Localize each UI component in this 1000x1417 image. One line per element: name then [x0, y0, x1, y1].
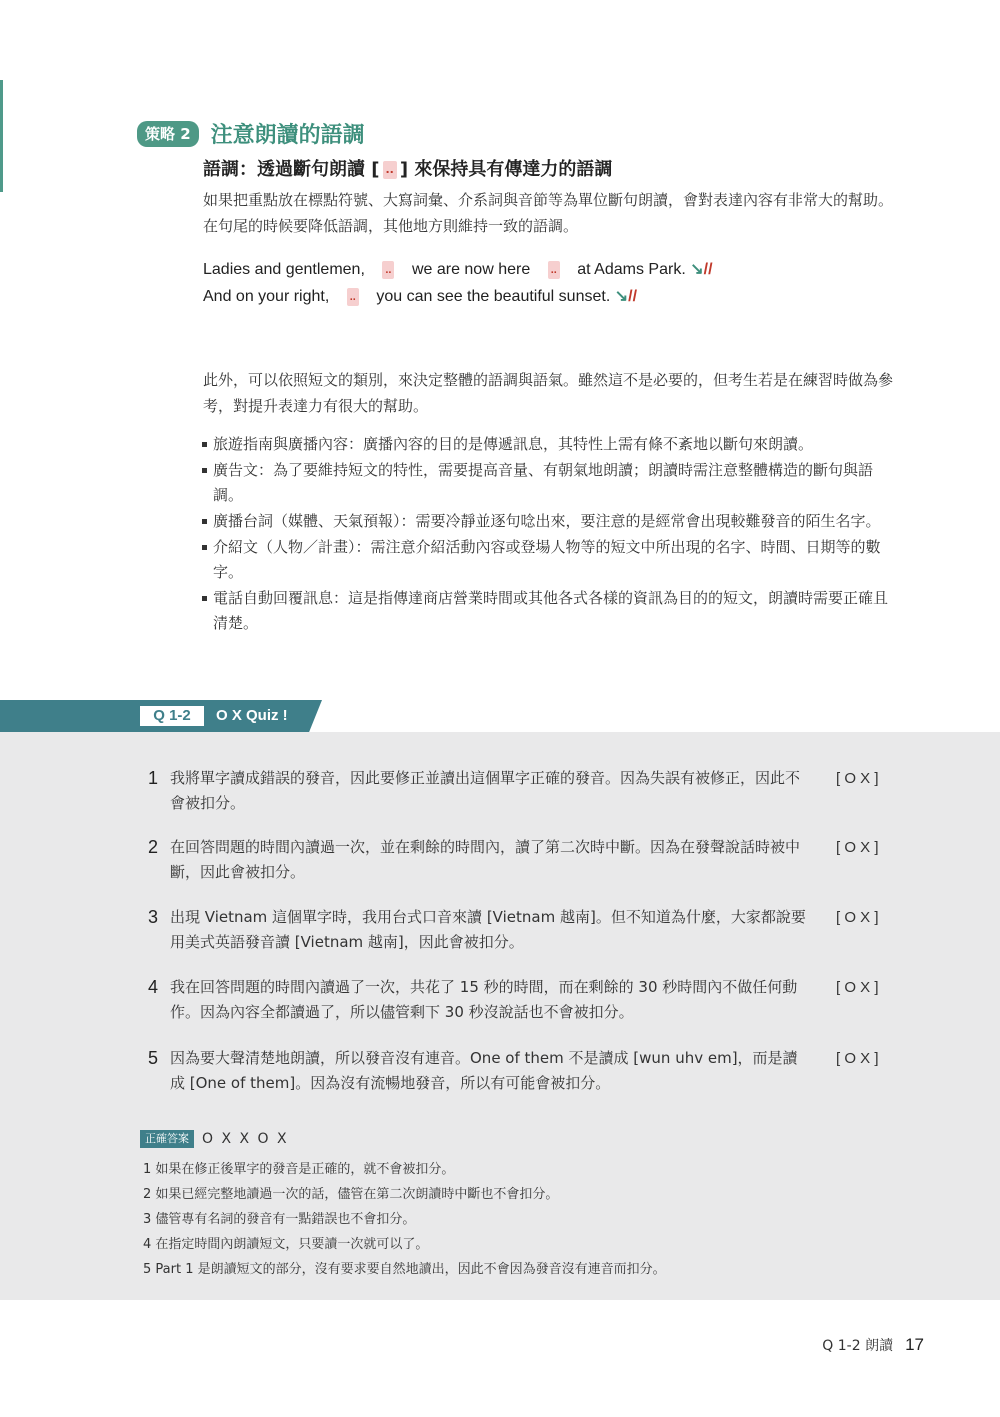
quiz-item-text: 我將單字讀成錯誤的發音，因此要修正並讀出這個單字正確的發音。因為失誤有被修正，因此不會被扣分。 — [170, 769, 801, 812]
footer-section-label: Q 1-2 朗讀 — [822, 1338, 894, 1354]
example-part: at Adams Park. — [577, 261, 686, 278]
explanation-item: 4 在指定時間內朗讀短文，只要讀一次就可以了。 — [143, 1237, 429, 1252]
quiz-item-number: 5 — [148, 1048, 159, 1068]
quiz-badge: Q 1-2 — [140, 706, 204, 726]
quiz-item-number: 2 — [148, 837, 159, 857]
example-part: Ladies and gentlemen, — [203, 261, 365, 278]
second-paragraph: 此外，可以依照短文的類別，來決定整體的語調與語氣。雖然這不是必要的，但考生若是在練習時做為參考，對提升表達力有很大的幫助。 — [203, 371, 894, 415]
strategy-title: 注意朗讀的語調 — [210, 123, 365, 148]
intro-paragraph: 如果把重點放在標點符號、大寫詞彙、介系詞與音節等為單位斷句朗讀，會對表達內容有非常大的幫助。在句尾的時候要降低語調，其他地方則維持一致的語調。 — [203, 191, 894, 235]
explanation-item: 1 如果在修正後單字的發音是正確的，就不會被扣分。 — [143, 1162, 455, 1177]
example-part: And on your right, — [203, 288, 330, 305]
ox-answer-choice[interactable]: [ O X ] — [836, 979, 879, 996]
subtitle-after: ] 來保持具有傳達力的語調 — [399, 159, 613, 180]
quiz-item-text: 在回答問題的時間內讀過一次，並在剩餘的時間內，讀了第二次時中斷。因為在發聲說話時被中斷，因此會被扣分。 — [170, 838, 801, 881]
pause-mark: .. — [382, 261, 394, 279]
quiz-item-number: 3 — [148, 907, 159, 927]
falling-intonation-icon: ↘ — [690, 261, 704, 278]
ox-answer-choice[interactable]: [ O X ] — [836, 909, 879, 926]
section-subtitle — [203, 155, 612, 181]
quiz-title: O X Quiz ! — [216, 707, 288, 724]
page-number: 17 — [905, 1335, 924, 1354]
ox-answer-choice[interactable]: [ O X ] — [836, 1050, 879, 1067]
answer-key: O X X O X — [202, 1131, 289, 1147]
bullet-item: 電話自動回覆訊息：這是指傳達商店營業時間或其他各式各樣的資訊為目的的短文，朗讀時需要正確且清楚。 — [202, 586, 902, 636]
answer-badge: 正確答案 — [140, 1130, 194, 1148]
explanation-item: 2 如果已經完整地讀過一次的話，儘管在第二次朗讀時中斷也不會扣分。 — [143, 1187, 559, 1202]
subtitle-before: 語調：透過斷句朗讀 [ — [203, 159, 380, 180]
answer-explanations — [143, 1157, 666, 1282]
pause-mark: .. — [548, 261, 560, 279]
page-footer — [822, 1335, 924, 1355]
quiz-header — [0, 700, 1000, 732]
bullet-item: 廣告文：為了要維持短文的特性，需要提高音量、有朝氣地朗讀；朗讀時需注意整體構造的斷句與語調。 — [202, 458, 902, 508]
example-sentence — [203, 286, 637, 306]
pause-mark: .. — [347, 288, 359, 306]
example-part: we are now here — [411, 261, 531, 278]
explanation-item: 5 Part 1 是朗讀短文的部分，沒有要求要自然地讀出，因此不會因為發音沒有連音而扣分。 — [143, 1262, 666, 1277]
example-sentence — [203, 259, 713, 279]
end-mark: // — [703, 261, 713, 278]
quiz-item-text: 因為要大聲清楚地朗讀，所以發音沒有連音。One of them 不是讀成 [wun uhv em]，而是讀成 [One of them]。因為沒有流暢地發音，所以有可能會被扣分。 — [170, 1049, 798, 1092]
strategy-badge: 策略 2 — [137, 121, 199, 147]
bullet-item: 廣播台詞（媒體、天氣預報）：需要冷靜並逐句唸出來，要注意的是經常會出現較難發音的陌生名字。 — [202, 509, 902, 534]
bullet-item: 旅遊指南與廣播內容：廣播內容的目的是傳遞訊息，其特性上需有條不紊地以斷句來朗讀。 — [202, 432, 902, 457]
strategy-heading — [137, 118, 365, 149]
quiz-item-number: 1 — [148, 768, 159, 788]
example-part: you can see the beautiful sunset. — [376, 288, 611, 305]
end-mark: // — [628, 288, 638, 305]
quiz-item-number: 4 — [148, 977, 159, 997]
bullet-list — [202, 432, 902, 637]
answer-key-row — [140, 1130, 289, 1148]
bullet-item: 介紹文（人物／計畫）：需注意介紹活動內容或登場人物等的短文中所出現的名字、時間、日期等的數字。 — [202, 535, 902, 585]
ox-answer-choice[interactable]: [ O X ] — [836, 770, 879, 787]
falling-intonation-icon: ↘ — [614, 288, 629, 305]
page-edge-bar — [0, 80, 3, 192]
ox-answer-choice[interactable]: [ O X ] — [836, 839, 879, 856]
quiz-item-text: 我在回答問題的時間內讀過了一次，共花了 15 秒的時間，而在剩餘的 30 秒時間內不做任何動作。因為內容全都讀過了，所以儘管剩下 30 秒沒說話也不會被扣分。 — [170, 978, 798, 1021]
pause-mark: .. — [383, 161, 397, 179]
explanation-item: 3 儘管專有名詞的發音有一點錯誤也不會扣分。 — [143, 1212, 416, 1227]
quiz-item-text: 出現 Vietnam 這個單字時，我用台式口音來讀 [Vietnam 越南]。但不知道為什麼，大家都說要用美式英語發音讀 [Vietnam 越南]，因此會被扣分。 — [170, 908, 806, 951]
